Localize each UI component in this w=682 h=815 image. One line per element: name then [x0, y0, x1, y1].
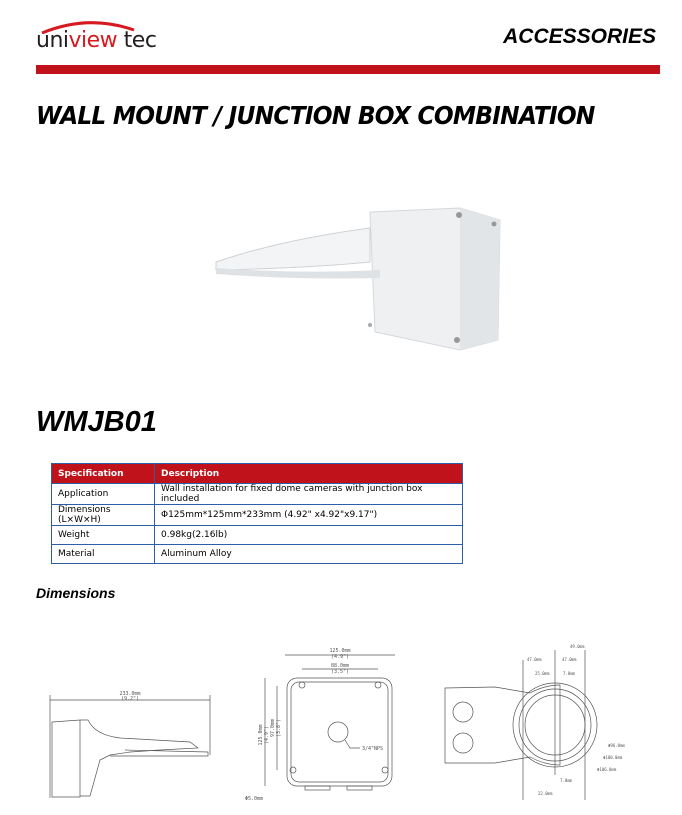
dim-label: 3/4"NPS: [362, 746, 384, 752]
dim-label: 7.8mm: [563, 671, 576, 676]
spec-value: Wall installation for fixed dome cameras with junction box included: [155, 484, 463, 505]
logo-text-view: view: [68, 28, 118, 53]
dim-label: 233.0mm: [119, 691, 141, 697]
model-number: WMJB01: [36, 406, 157, 438]
header-cell: Specification: [52, 464, 155, 484]
header-cell: Description: [155, 464, 463, 484]
dim-label: 125.0mm: [258, 724, 264, 746]
side-view-drawing: [30, 680, 230, 815]
dim-label: (4.9"): [264, 725, 270, 745]
dim-label: (4.9"): [330, 654, 350, 660]
page-title: WALL MOUNT / JUNCTION BOX COMBINATION: [36, 101, 595, 130]
spec-name: Dimensions (L×W×H): [52, 505, 155, 526]
spec-name: Material: [52, 545, 155, 564]
spec-value: 0.98kg(2.16lb): [155, 526, 463, 545]
dim-label: (3.8"): [276, 718, 282, 738]
section-label: ACCESSORIES: [503, 25, 656, 48]
table-row: [52, 505, 463, 526]
dim-label: 97.0mm: [270, 718, 276, 738]
spec-name: Application: [52, 484, 155, 505]
spec-table: [51, 463, 463, 564]
table-row: [52, 484, 463, 505]
dim-label: 47.0mm: [527, 657, 542, 662]
dim-label: Φ96.0mm: [608, 743, 625, 748]
logo-text-uni: uni: [36, 28, 69, 53]
dim-label: (9.2"): [120, 696, 140, 702]
dim-label: 7.8mm: [560, 778, 573, 783]
front-view-drawing: [230, 640, 430, 815]
spec-name: Weight: [52, 526, 155, 545]
dim-label: 22.0mm: [538, 791, 553, 796]
top-view-drawing: [420, 635, 682, 815]
table-row: [52, 526, 463, 545]
dim-label: (3.5"): [330, 669, 350, 675]
dim-label: 125.0mm: [329, 648, 351, 654]
dimensions-heading: Dimensions: [36, 585, 116, 601]
dim-label: 25.0mm: [535, 671, 550, 676]
dim-label: Φ100.0mm: [603, 755, 623, 760]
header-divider: [36, 65, 660, 74]
dim-label: Φ106.0mm: [597, 767, 617, 772]
spec-value: Aluminum Alloy: [155, 545, 463, 564]
table-row: [52, 545, 463, 564]
dim-label: 47.0mm: [562, 657, 577, 662]
table-header-row: [52, 464, 463, 484]
brand-logo: [34, 20, 174, 56]
spec-value: Φ125mm*125mm*233mm (4.92" x4.92"x9.17"): [155, 505, 463, 526]
dim-label: Φ5.0mm: [245, 796, 264, 802]
product-image: [210, 200, 510, 355]
logo-text-tec: tec: [117, 28, 157, 53]
dim-label: 49.0mm: [570, 644, 585, 649]
dim-label: 88.0mm: [330, 663, 350, 669]
